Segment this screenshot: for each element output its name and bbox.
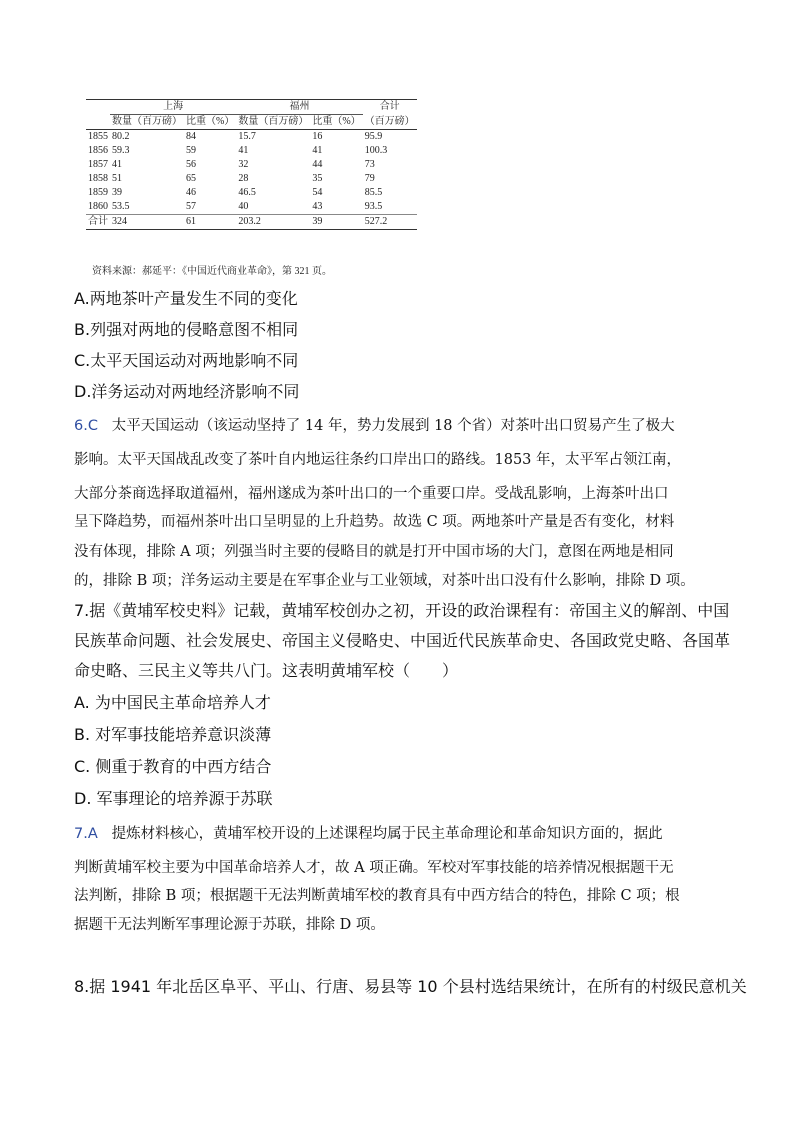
- q7-answer-text-1: 提炼材料核心，黄埔军校开设的上述课程均属于民主革命理论和革命知识方面的，据此: [111, 826, 663, 842]
- table-row: [86, 144, 417, 158]
- cell-fz-qty: 15.7: [238, 131, 256, 142]
- q6-answer-line-1: [74, 414, 675, 435]
- cell-fz-qty: 41: [238, 145, 249, 156]
- header-total: 合计: [363, 100, 417, 115]
- q7-stem-line-3: 命史略、三民主义等共八门。这表明黄埔军校（ ）: [74, 661, 459, 680]
- cell-sh-qty: 41: [112, 159, 122, 170]
- subheader-total-unit: （百万磅）: [363, 115, 417, 130]
- cell-fz-pct: 41: [312, 145, 323, 156]
- cell-total: 100.3: [364, 145, 388, 156]
- cell-sh-pct: 65: [186, 173, 196, 184]
- q6-answer-line-5: 没有体现，排除 A 项；列强当时主要的侵略目的就是打开中国市场的大门，意图在两地是相同: [74, 544, 674, 560]
- cell-sh-qty: 324: [110, 215, 184, 230]
- cell-sh-pct: 61: [184, 215, 236, 230]
- table-row: [86, 172, 417, 186]
- cell-fz-qty: 40: [238, 201, 249, 212]
- tea-export-table: [86, 99, 417, 230]
- q6-option-c: C.太平天国运动对两地影响不同: [74, 351, 299, 370]
- cell-fz-qty: 28: [238, 173, 249, 184]
- q6-option-a: A.两地茶叶产量发生不同的变化: [74, 289, 298, 308]
- q6-answer-line-4: 呈下降趋势，而福州茶叶出口呈明显的上升趋势。故选 C 项。两地茶叶产量是否有变化，材料: [74, 514, 675, 530]
- cell-fz-pct: 54: [312, 187, 323, 198]
- q7-answer-line-3: 法判断，排除 B 项；根据题干无法判断黄埔军校的教育具有中西方结合的特色，排除 C 项；根: [74, 888, 680, 904]
- table-row: [86, 215, 417, 230]
- table-row: [86, 158, 417, 172]
- table-row: [86, 186, 417, 200]
- tea-export-table-wrap: [86, 99, 415, 230]
- q6-option-d: D.洋务运动对两地经济影响不同: [74, 382, 300, 401]
- cell-sh-qty: 39: [112, 187, 122, 198]
- cell-sh-qty: 80.2: [112, 131, 130, 142]
- q6-answer-line-2: 影响。太平天国战乱改变了茶叶自内地运往条约口岸出口的路线。1853 年，太平军占领江南，: [74, 452, 682, 468]
- cell-sh-pct: 57: [186, 201, 196, 212]
- header-shanghai: 上海: [110, 100, 236, 115]
- cell-sh-qty: 53.5: [112, 201, 130, 212]
- q7-stem-line-1: 7.据《黄埔军校史料》记载，黄埔军校创办之初，开设的政治课程有：帝国主义的解剖、中国: [74, 601, 730, 620]
- cell-fz-pct: 43: [312, 201, 323, 212]
- subheader-fz-qty: 数量（百万磅）: [236, 115, 310, 130]
- q6-answer-key: 6.C: [74, 418, 98, 434]
- cell-total: 93.5: [364, 201, 383, 212]
- q7-stem-line-2: 民族革命问题、社会发展史、帝国主义侵略史、中国近代民族革命史、各国政党史略、各国革: [74, 631, 731, 650]
- q7-answer-line-4: 据题干无法判断军事理论源于苏联，排除 D 项。: [74, 917, 385, 933]
- cell-year: 1858: [88, 173, 108, 184]
- cell-sh-pct: 84: [186, 131, 196, 142]
- cell-year: 1856: [88, 145, 108, 156]
- cell-total: 73: [364, 159, 375, 170]
- cell-fz-pct: 16: [312, 131, 323, 142]
- header-fuzhou: 福州: [236, 100, 362, 115]
- cell-year: 1857: [88, 159, 108, 170]
- q6-option-b: B.列强对两地的侵略意图不相同: [74, 320, 299, 339]
- subheader-sh-pct: 比重（%）: [184, 115, 236, 130]
- cell-fz-pct: 39: [310, 215, 362, 230]
- table-row: [86, 200, 417, 215]
- cell-year: 1855: [88, 131, 108, 142]
- cell-sh-qty: 51: [112, 173, 122, 184]
- cell-fz-qty: 46.5: [238, 187, 256, 198]
- cell-year: 1859: [88, 187, 108, 198]
- cell-fz-pct: 44: [312, 159, 323, 170]
- subheader-fz-pct: 比重（%）: [310, 115, 362, 130]
- q7-option-b: B. 对军事技能培养意识淡薄: [74, 725, 272, 744]
- cell-total: 79: [364, 173, 375, 184]
- q7-option-c: C. 侧重于教育的中西方结合: [74, 757, 272, 776]
- q7-answer-key: 7.A: [74, 826, 98, 842]
- table-source: 资料来源：郝延平：《中国近代商业革命》，第 321 页。: [92, 266, 332, 277]
- q6-answer-text-1: 太平天国运动（该运动坚持了 14 年，势力发展到 18 个省）对茶叶出口贸易产生了极大: [111, 418, 675, 434]
- cell-sh-pct: 59: [186, 145, 196, 156]
- q7-option-d: D. 军事理论的培养源于苏联: [74, 789, 273, 808]
- q7-option-a: A. 为中国民主革命培养人才: [74, 693, 271, 712]
- q6-answer-line-3: 大部分茶商选择取道福州，福州遂成为茶叶出口的一个重要口岸。受战乱影响，上海茶叶出口: [74, 486, 669, 502]
- cell-sh-qty: 59.3: [112, 145, 130, 156]
- cell-sh-pct: 46: [186, 187, 196, 198]
- cell-sh-pct: 56: [186, 159, 196, 170]
- q6-answer-line-6: 的，排除 B 项；洋务运动主要是在军事企业与工业领域，对茶叶出口没有什么影响，排除 D 项。: [74, 573, 695, 589]
- subheader-sh-qty: 数量（百万磅）: [110, 115, 184, 130]
- q8-stem-line-1: 8.据 1941 年北岳区阜平、平山、行唐、易县等 10 个县村选结果统计，在所有的村级民意机关: [74, 977, 747, 996]
- q7-answer-line-2: 判断黄埔军校主要为中国革命培养人才，故 A 项正确。军校对军事技能的培养情况根据题干无: [74, 860, 674, 876]
- cell-fz-pct: 35: [312, 173, 323, 184]
- table-row: [86, 130, 417, 145]
- cell-total: 85.5: [364, 187, 383, 198]
- cell-total: 95.9: [364, 131, 383, 142]
- cell-year: 1860: [88, 201, 108, 212]
- cell-fz-qty: 203.2: [236, 215, 310, 230]
- table-corner-2: [86, 115, 110, 130]
- cell-year: 合计: [86, 215, 110, 230]
- table-corner: [86, 100, 110, 115]
- q7-answer-line-1: [74, 822, 663, 843]
- cell-total: 527.2: [363, 215, 417, 230]
- cell-fz-qty: 32: [238, 159, 249, 170]
